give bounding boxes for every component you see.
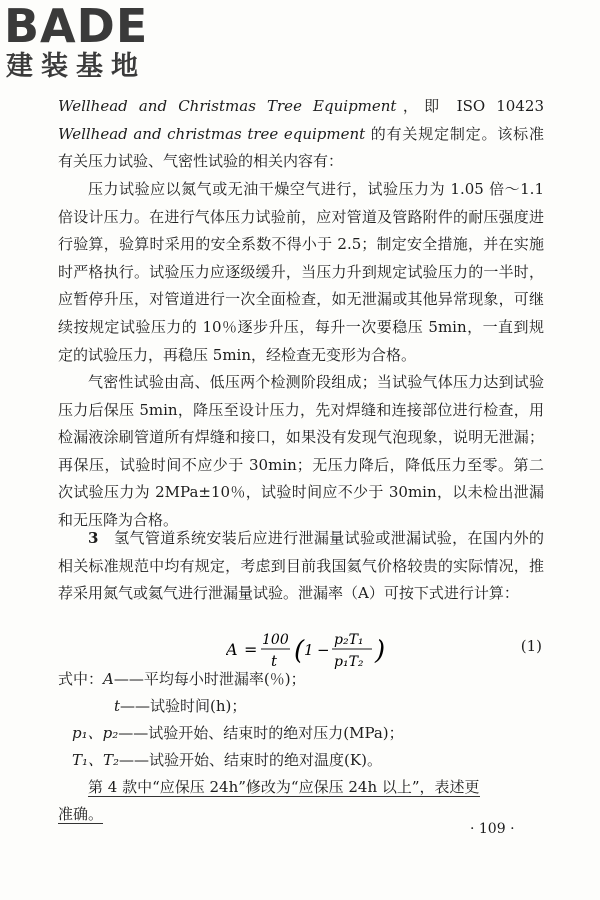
variable-t-symbol: t [114,697,121,715]
italic-title-1: Wellhead and Christmas Tree Equipment [58,97,397,115]
variable-T-symbol: T₁、T₂ [72,751,120,769]
equation-number: (1) [520,637,542,655]
eq-coef-num: 100 [262,632,289,648]
variable-a-definition: ——平均每小时泄漏率(％)； [113,670,306,688]
variable-a-symbol: A [103,670,114,688]
eq-coef-den: t [271,652,278,670]
closing-text-2: 准确。 [58,805,104,823]
eq-lparen: ( [294,636,305,666]
eq-equals: = [244,640,258,659]
iso-reference: ，即 ISO 10423 [396,97,544,115]
paragraph-leak-test [58,525,544,608]
closing-text-1: 第 4 款中“应保压 24h”修改为“应保压 24h 以上”，表述更 [88,778,480,796]
italic-title-2: Wellhead and christmas tree equipment [58,124,366,143]
logo-subtitle: 建装基地 [6,51,146,82]
closing-line-1 [88,774,480,801]
leak-test-text: 氢气管道系统安装后应进行泄漏量试验或泄漏试验，在国内外的相关标准规范中均有规定，考虑到目前我国氦气价格较贵的实际情况，推荐采用氮气或氦气进行泄漏量试验。泄漏率（A）可按下式进行计算： [58,529,544,603]
eq-one: 1 [304,641,314,659]
eq-lhs: A [226,640,238,659]
variable-T-definition: ——试验开始、结束时的绝对温度(K)。 [119,751,382,769]
variable-t-definition: ——试验时间(h)； [120,697,247,715]
paragraph-standard-reference [58,93,544,176]
eq-rparen: ) [375,636,386,666]
variable-p-definition: ——试验开始、结束时的绝对压力(MPa)； [118,724,404,742]
eq-minus: − [317,641,330,659]
variables-intro: 式中： [58,670,104,688]
eq-frac-num: p₂T₁ [334,632,364,648]
variable-p-symbol: p₁、p₂ [72,724,119,742]
brand-logo [4,2,204,86]
page-number: · 109 · [470,821,515,837]
paragraph-airtight-test: 气密性试验由高、低压两个检测阶段组成；当试验气体压力达到试验压力后保压 5min，降压至设计压力，先对焊缝和连接部位进行检查，用检漏液涂刷管道所有焊缝和接口，如果没有发现气泡现象，说明无泄漏；再保压，试验时间不应少于 30min；无压力降后，降低压力至零。第二次试验压力为 2MPa±10％，试验时间应不少于 30min，以未检出泄漏和无压降为合格。 [58,373,544,529]
variable-a [58,666,306,693]
variable-T [72,747,382,774]
variable-t [114,693,246,720]
paragraph-pressure-test: 压力试验应以氮气或无油干燥空气进行，试验压力为 1.05 倍～1.1 倍设计压力。在进行气体压力试验前，应对管道及管路附件的耐压强度进行验算，验算时采用的安全系数不得小于 2.5；制定安全措施，并在实施时严格执行。试验压力应逐级缓升，当压力升到规定试验压力的一半时，应暂停升压，对管道进行一次全面检查，如无泄漏或其他异常现象，可继续按规定试验压力的 10％逐步升压，每升一次要稳压 5min，一直到规定的试验压力，再稳压 5min，经检查无变形为合格。 [58,180,544,364]
paragraph-tail: 的有关规定制定。该标准有关压力试验、气密性试验的相关内容有： [58,124,544,171]
variable-p [72,720,404,747]
clause-number: 3 [88,529,99,547]
closing-line-2 [58,801,103,828]
logo-wordmark: BADE [4,0,149,53]
eq-frac-den: p₁T₂ [334,654,364,670]
